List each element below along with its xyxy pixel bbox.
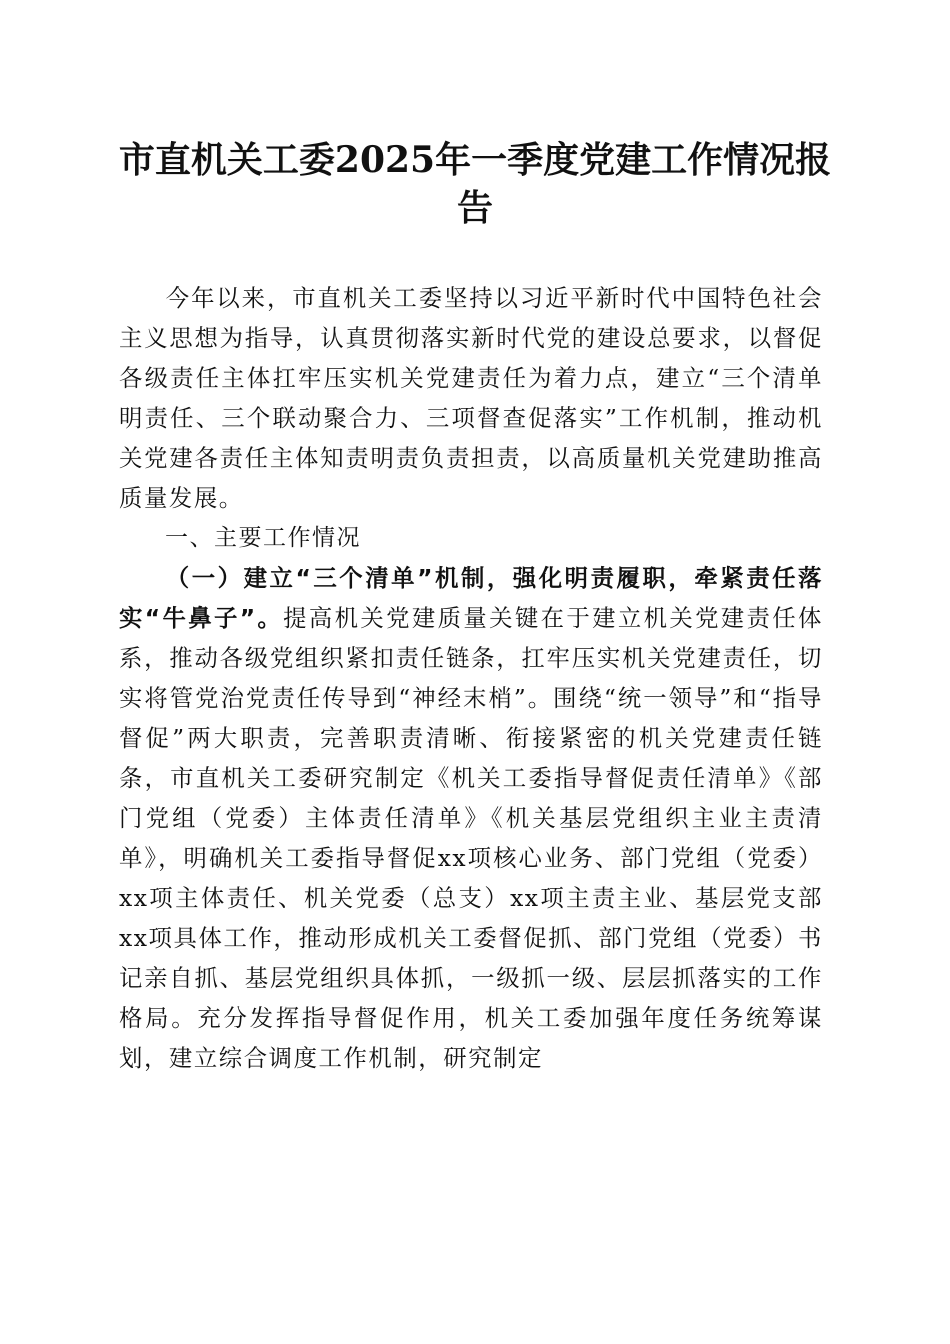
intro-paragraph: 今年以来，市直机关工委坚持以习近平新时代中国特色社会主义思想为指导，认真贯彻落实新时代党的建设总要求，以督促各级责任主体扛牢压实机关党建责任为着力点，建立“三个清单明责任、三个联动聚合力、三项督查促落实”工作机制，推动机关党建各责任主体知责明责负责担责，以高质量机关党建助推高质量发展。 bbox=[119, 284, 823, 512]
document-title: 市直机关工委2025年一季度党建工作情况报告 bbox=[118, 139, 832, 229]
section-heading: 一、主要工作情况 bbox=[165, 525, 361, 551]
document-body bbox=[119, 278, 823, 1078]
subsection-lead: （一）建立“三个清单”机制，强化明责履职，牵紧责任落实“牛鼻子”。 bbox=[119, 564, 823, 632]
subsection-paragraph bbox=[119, 558, 823, 1078]
subsection-body: 提高机关党建质量关键在于建立机关党建责任体系，推动各级党组织紧扣责任链条，扛牢压实机关党建责任，切实将管党治党责任传导到“神经末梢”。围绕“统一领导”和“指导督促”两大职责，完善职责清晰、衔接紧密的机关党建责任链条，市直机关工委研究制定《机关工委指导督促责任清单》《部门党组（党委）主体责任清单》《机关基层党组织主业主责清单》，明确机关工委指导督促xx项核心业务、部门党组（党委）xx项主体责任、机关党委（总支）xx项主责主业、基层党支部xx项具体工作，推动形成机关工委督促抓、部门党组（党委）书记亲自抓、基层党组织具体抓，一级抓一级、层层抓落实的工作格局。充分发挥指导督促作用，机关工委加强年度任务统筹谋划，建立综合调度工作机制，研究制定 bbox=[119, 604, 823, 1072]
